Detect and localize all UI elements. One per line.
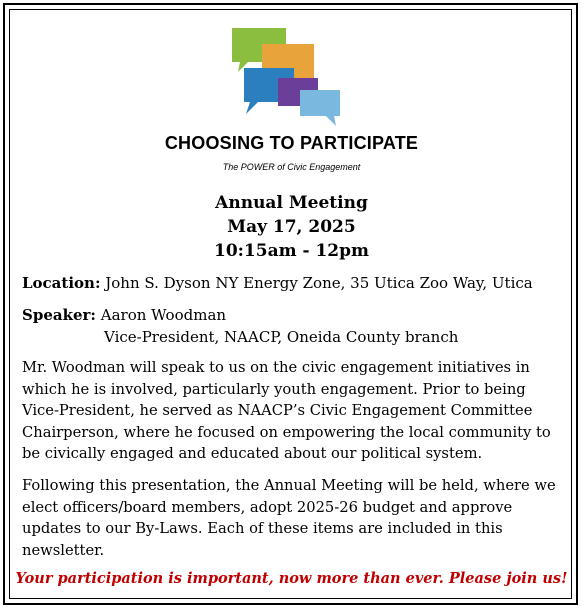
light-blue-bubble-tail <box>326 116 336 126</box>
location-value: John S. Dyson NY Energy Zone, 35 Utica Zoo Way, Utica <box>105 274 533 292</box>
light-blue-bubble <box>300 90 340 116</box>
location-label: Location: <box>22 274 101 292</box>
event-time: 10:15am - 12pm <box>213 241 370 261</box>
event-date: May 17, 2025 <box>227 217 356 237</box>
speaker-label: Speaker: <box>22 306 96 324</box>
speech-bubbles-logo-icon <box>226 28 346 128</box>
org-tagline: The POWER of Civic Engagement <box>222 162 361 172</box>
blue-bubble-tail <box>246 102 258 114</box>
event-name: Annual Meeting <box>215 193 368 213</box>
meeting-agenda-paragraph: Following this presentation, the Annual Meeting will be held, where we elect officers/board members, adopt 2025-26 budget and approve updates to our By-Laws. Each of these items are included in this newsletter. <box>22 477 556 559</box>
location-line <box>22 274 533 292</box>
org-title: CHOOSING TO PARTICIPATE <box>164 133 419 153</box>
speaker-bio-paragraph: Mr. Woodman will speak to us on the civic engagement initiatives in which he is involved, particularly youth engagement. Prior to being Vice-President, he served as NAACP’s Civic Engagement Committee Chairperson, where he focused on empowering the local community to be civically engaged and educated about our political system. <box>22 359 551 462</box>
speaker-name: Aaron Woodman <box>100 306 227 324</box>
speaker-title: Vice-President, NAACP, Oneida County branch <box>104 328 459 346</box>
speaker-line <box>22 306 226 324</box>
closing-call-to-action: Your participation is important, now more than ever. Please join us! <box>15 570 568 587</box>
